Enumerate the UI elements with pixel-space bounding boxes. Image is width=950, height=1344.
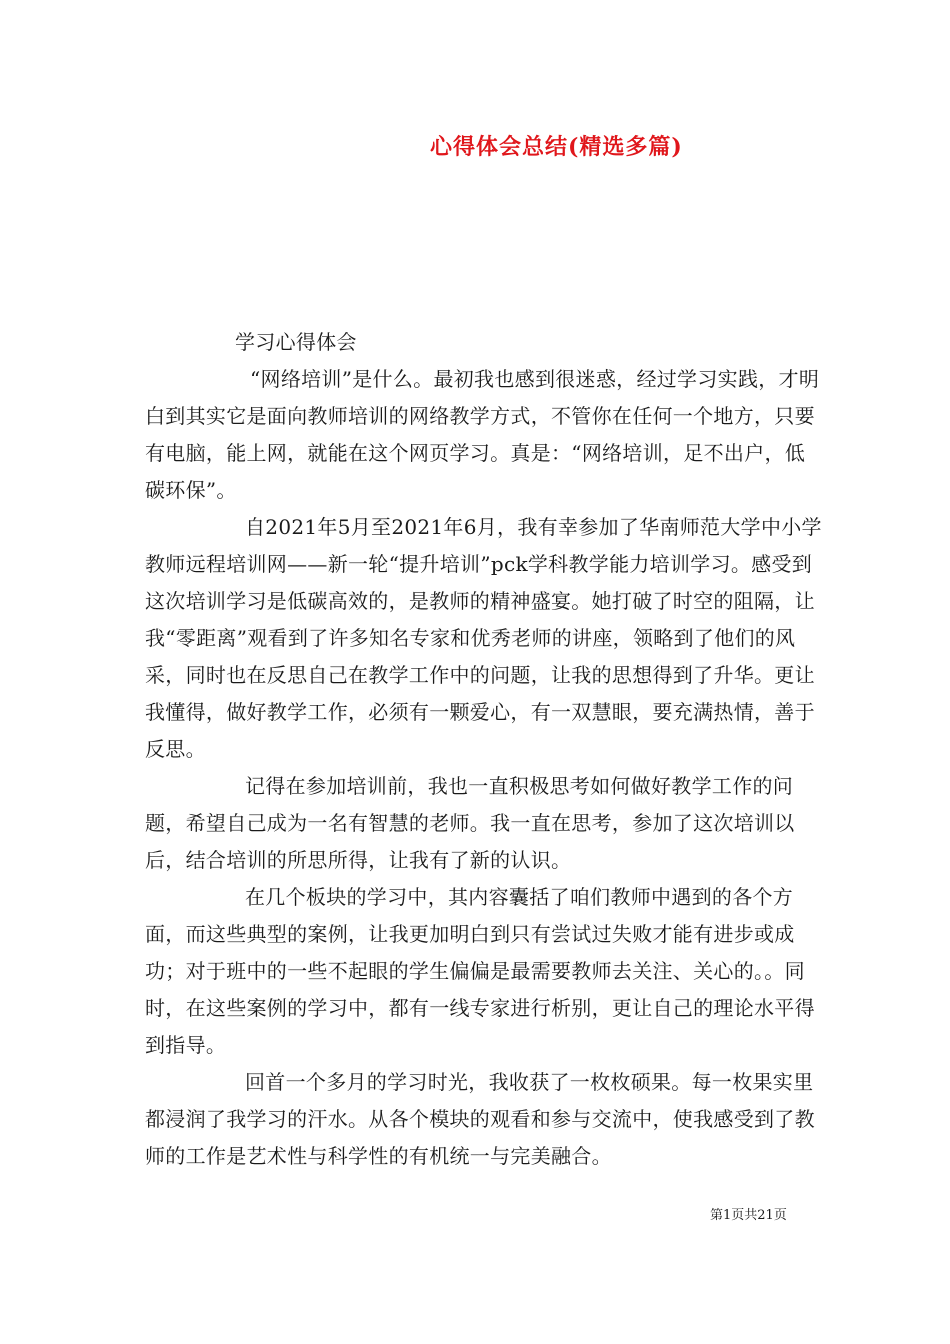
paragraph-3: 记得在参加培训前，我也一直积极思考如何做好教学工作的问题，希望自己成为一名有智慧的老师。我一直在思考，参加了这次培训以后，结合培训的所思所得，让我有了新的认识。 (145, 774, 795, 872)
document-body (145, 324, 825, 1175)
document-title: 心得体会总结(精选多篇) (430, 134, 683, 160)
paragraph-1: “网络培训”是什么。最初我也感到很迷惑，经过学习实践，才明白到其实它是面向教师培训的网络教学方式，不管你在任何一个地方，只要有电脑，能上网，就能在这个网页学习。真是：“网络培训，足不出户，低碳环保”。 (145, 367, 820, 502)
paragraph-4: 在几个板块的学习中，其内容囊括了咱们教师中遇到的各个方面，而这些典型的案例，让我更加明白到只有尝试过失败才能有进步或成功；对于班中的一些不起眼的学生偏偏是最需要教师去关注、关心的。。同时，在这些案例的学习中，都有一线专家进行析别，更让自己的理论水平得到指导。 (145, 885, 815, 1057)
page-number-footer: 第1页共21页 (710, 1208, 787, 1223)
paragraph-2: 自2021年5月至2021年6月，我有幸参加了华南师范大学中小学教师远程培训网——新一轮“提升培训”pck学科教学能力培训学习。感受到这次培训学习是低碳高效的，是教师的精神盛宴。她打破了时空的阻隔，让我“零距离”观看到了许多知名专家和优秀老师的讲座，领略到了他们的风采，同时也在反思自己在教学工作中的问题，让我的思想得到了升华。更让我懂得，做好教学工作，必须有一颗爱心，有一双慧眼，要充满热情，善于反思。 (145, 515, 822, 761)
section-subtitle: 学习心得体会 (235, 330, 357, 354)
paragraph-5: 回首一个多月的学习时光，我收获了一枚枚硕果。每一枚果实里都浸润了我学习的汗水。从各个模块的观看和参与交流中，使我感受到了教师的工作是艺术性与科学性的有机统一与完美融合。 (145, 1070, 815, 1168)
